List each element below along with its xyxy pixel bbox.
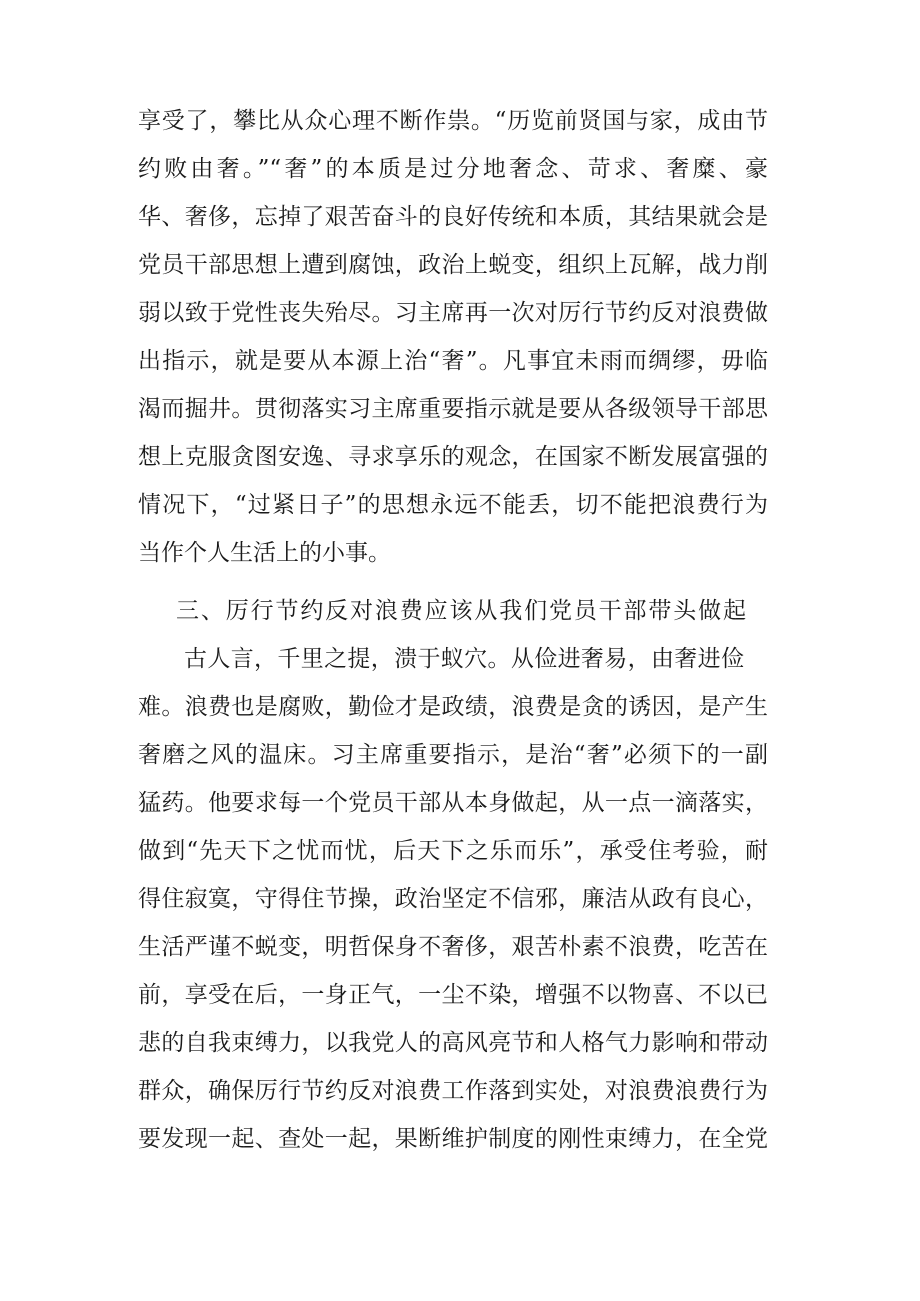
paragraph-line: 猛药。他要求每一个党员干部从本身做起，从一点一滴落实， xyxy=(138,790,768,816)
paragraph-line: 生活严谨不蜕变，明哲保身不奢侈，艰苦朴素不浪费，吃苦在 xyxy=(138,934,768,960)
paragraph-line: 想上克服贪图安逸、寻求享乐的观念，在国家不断发展富强的 xyxy=(138,444,768,470)
paragraph-line: 得住寂寞，守得住节操，政治坚定不信邪，廉洁从政有良心， xyxy=(138,886,768,912)
paragraph-line: 约败由奢。”“奢”的本质是过分地奢念、苛求、奢糜、豪 xyxy=(138,156,768,182)
paragraph-line: 前，享受在后，一身正气，一尘不染，增强不以物喜、不以已 xyxy=(138,982,768,1008)
paragraph-line: 做到“先天下之忧而忧，后天下之乐而乐”，承受住考验，耐 xyxy=(138,838,768,864)
paragraph-line: 奢磨之风的温床。习主席重要指示，是治“奢”必须下的一副 xyxy=(138,742,768,768)
paragraph-line: 渴而掘井。贯彻落实习主席重要指示就是要从各级领导干部思 xyxy=(138,396,768,422)
paragraph-line: 难。浪费也是腐败，勤俭才是政绩，浪费是贪的诱因，是产生 xyxy=(138,694,768,720)
paragraph-line: 悲的自我束缚力，以我党人的高风亮节和人格气力影响和带动 xyxy=(138,1030,768,1056)
paragraph-line: 群众，确保厉行节约反对浪费工作落到实处，对浪费浪费行为 xyxy=(138,1078,768,1104)
section-heading: 三、厉行节约反对浪费应该从我们党员干部带头做起 xyxy=(176,598,746,624)
paragraph-line: 弱以致于党性丧失殆尽。习主席再一次对厉行节约反对浪费做 xyxy=(138,300,768,326)
paragraph-line: 享受了，攀比从众心理不断作祟。“历览前贤国与家，成由节 xyxy=(138,108,768,134)
paragraph-line: 古人言，千里之提，溃于蚁穴。从俭进奢易，由奢进俭 xyxy=(184,646,744,672)
paragraph-line: 当作个人生活上的小事。 xyxy=(138,540,391,566)
paragraph-line: 情况下，“过紧日子”的思想永远不能丢，切不能把浪费行为 xyxy=(138,492,768,518)
paragraph-line: 出指示，就是要从本源上治“奢”。凡事宜未雨而绸缪，毋临 xyxy=(138,348,768,374)
paragraph-line: 党员干部思想上遭到腐蚀，政治上蜕变，组织上瓦解，战力削 xyxy=(138,252,768,278)
paragraph-line: 华、奢侈，忘掉了艰苦奋斗的良好传统和本质，其结果就会是 xyxy=(138,204,768,230)
paragraph-line: 要发现一起、查处一起，果断维护制度的刚性束缚力，在全党 xyxy=(138,1126,768,1152)
